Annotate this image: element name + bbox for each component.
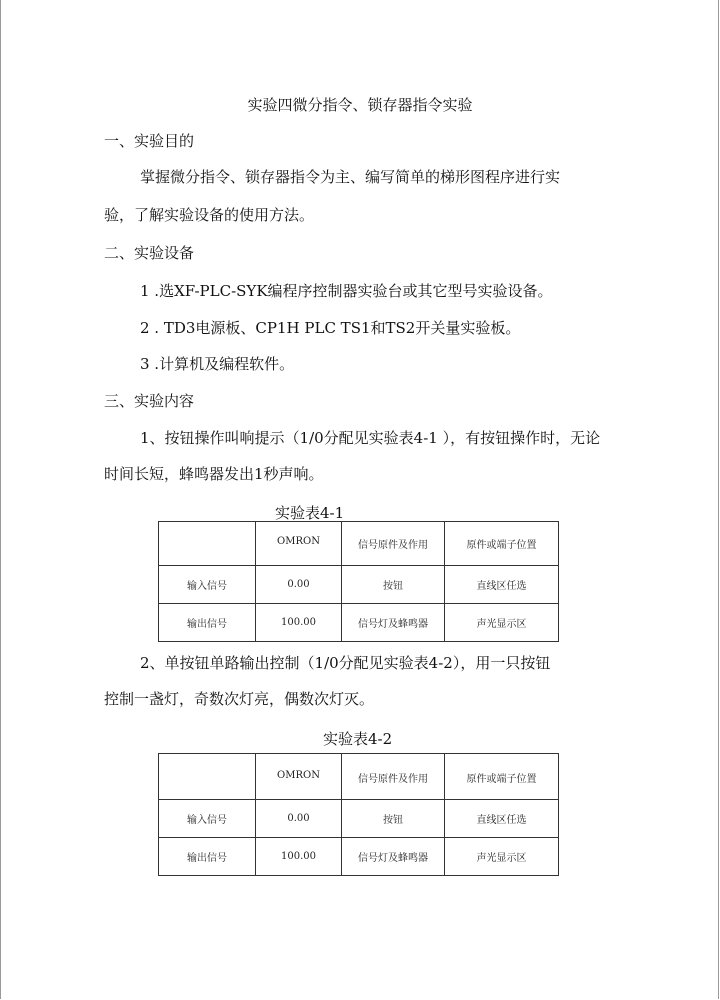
table-header-cell: 原件或端子位置 (445, 522, 559, 566)
document-title: 实验四微分指令、锁存器指令实验 (247, 96, 473, 114)
table-cell: 直线区任选 (445, 800, 559, 838)
table-header-row (159, 754, 559, 800)
section-heading-content: 三、实验内容 (104, 392, 195, 410)
table-header-cell: 信号原件及作用 (342, 522, 445, 566)
table-header-cell: OMRON (256, 754, 342, 800)
table-cell: 按钮 (342, 566, 445, 604)
content-item1-line2: 时间长短，蜂鸣器发出1秒声响。 (104, 465, 324, 483)
table-header-row (159, 522, 559, 566)
purpose-paragraph-line1: 掌握微分指令、锁存器指令为主、编写简单的梯形图程序进行实 (140, 168, 561, 186)
experiment-table-4-1 (158, 521, 559, 642)
table-header-cell (159, 754, 256, 800)
table-header-cell (159, 522, 256, 566)
table-cell: 100.00 (256, 604, 342, 642)
table-cell: 信号灯及蜂鸣器 (342, 604, 445, 642)
table-cell: 输出信号 (159, 838, 256, 876)
table-cell: 按钮 (342, 800, 445, 838)
table-cell: 声光显示区 (445, 604, 559, 642)
table-cell: 0.00 (256, 800, 342, 838)
table-cell: 100.00 (256, 838, 342, 876)
table-row (159, 566, 559, 604)
experiment-table-4-2 (158, 753, 559, 876)
content-item2-line2: 控制一盏灯，奇数次灯亮，偶数次灯灭。 (104, 690, 375, 708)
table2-caption: 实验表4-2 (323, 730, 393, 748)
table-header-cell: 原件或端子位置 (445, 754, 559, 800)
table-cell: 声光显示区 (445, 838, 559, 876)
equipment-item-3: 3 .计算机及编程软件。 (140, 355, 295, 373)
table-header-cell: 信号原件及作用 (342, 754, 445, 800)
section-heading-equipment: 二、实验设备 (104, 244, 195, 262)
table-cell: 输入信号 (159, 566, 256, 604)
table-cell: 信号灯及蜂鸣器 (342, 838, 445, 876)
table-row (159, 800, 559, 838)
table1-caption: 实验表4-1 (275, 504, 345, 522)
equipment-item-2: 2 . TD3电源板、CP1H PLC TS1和TS2开关量实验板。 (140, 319, 521, 337)
table-cell: 输出信号 (159, 604, 256, 642)
table-cell: 直线区任选 (445, 566, 559, 604)
table-cell: 输入信号 (159, 800, 256, 838)
content-item1-line1: 1、按钮操作叫响提示（1/0分配见实验表4-1 ），有按钮操作时，无论 (140, 429, 601, 447)
equipment-item-1: 1 .选XF-PLC-SYK编程序控制器实验台或其它型号实验设备。 (140, 282, 553, 300)
table-row (159, 838, 559, 876)
table-row (159, 604, 559, 642)
content-item2-line1: 2、单按钮单路输出控制（1/0分配见实验表4-2），用一只按钮 (140, 654, 551, 672)
section-heading-purpose: 一、实验目的 (104, 132, 195, 150)
purpose-paragraph-line2: 验，了解实验设备的使用方法。 (104, 206, 315, 224)
table-cell: 0.00 (256, 566, 342, 604)
table-header-cell: OMRON (256, 522, 342, 566)
